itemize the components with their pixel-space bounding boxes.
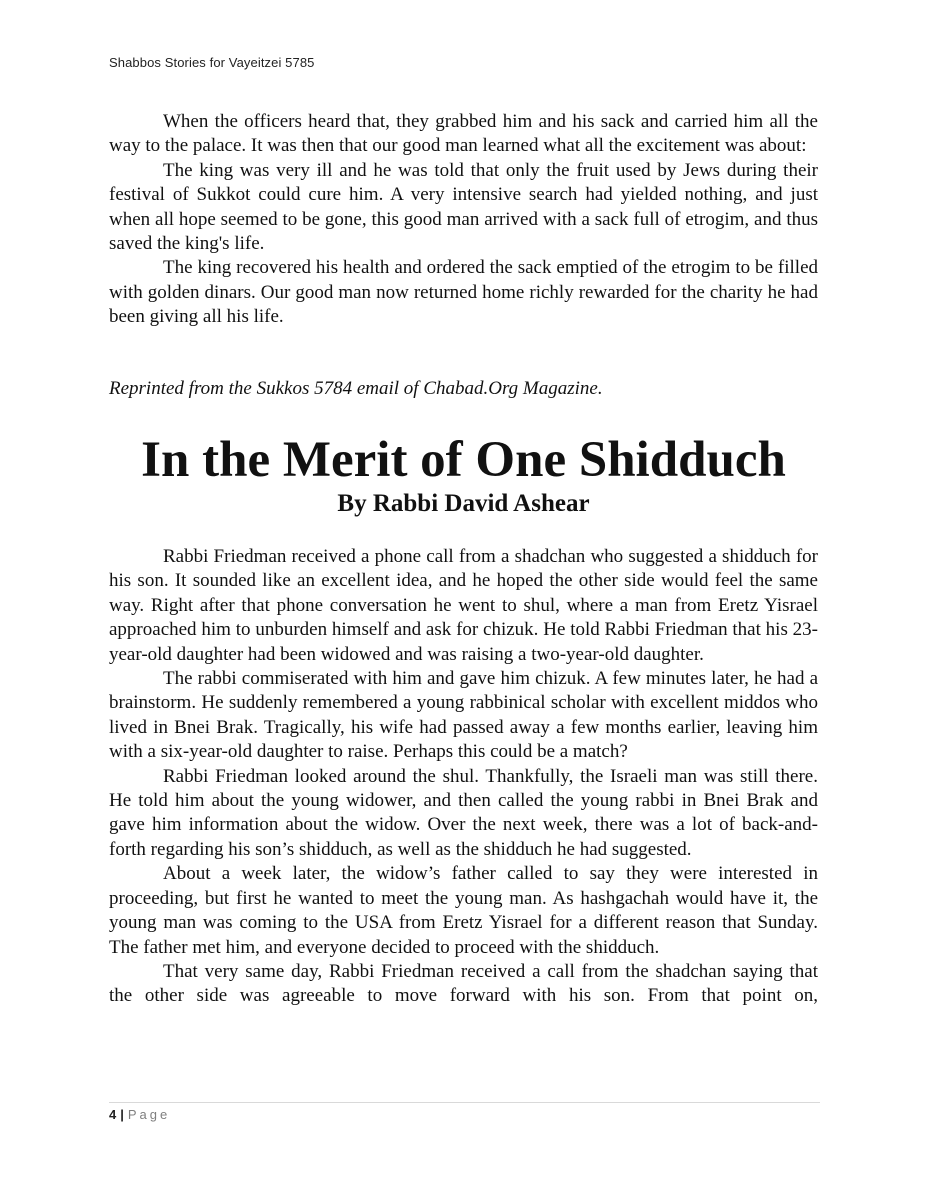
footer-separator: | (120, 1107, 124, 1122)
story-byline: By Rabbi David Ashear (337, 490, 590, 517)
page-number: 4 (109, 1107, 117, 1122)
running-header: Shabbos Stories for Vayeitzei 5785 (109, 55, 315, 70)
story-continuation (109, 110, 818, 330)
paragraph: About a week later, the widow’s father called to say they were interested in proceeding, but first he wanted to meet the young man. As hashgachah would have it, the young man was coming to the USA from Eretz Yisrael for a different reason that Sunday. The father met him, and everyone decided to proceed with the shidduch. (109, 863, 818, 958)
page-footer (109, 1107, 170, 1122)
story-title: In the Merit of One Shidduch (141, 432, 786, 488)
paragraph: That very same day, Rabbi Friedman received a call from the shadchan saying that the other side was agreeable to move forward with his son. From that point on, (109, 960, 818, 1007)
paragraph: Rabbi Friedman received a phone call from a shadchan who suggested a shidduch for his son. It sounded like an excellent idea, and he hoped the other side would feel the same way. Right after that phone conversation he went to shul, where a man from Eretz Yisrael approached him to unburden himself and ask for chizuk. He told Rabbi Friedman that his 23-year-old daughter had been widowed and was raising a two-year-old daughter. (109, 546, 818, 665)
paragraph: The king was very ill and he was told that only the fruit used by Jews during their festival of Sukkot could cure him. A very intensive search had yielded nothing, and just when all hope seemed to be gone, this good man arrived with a sack full of etrogim, and thus saved the king's life. (109, 159, 818, 255)
paragraph: When the officers heard that, they grabbed him and his sack and carried him all the way to the palace. It was then that our good man learned what all the excitement was about: (109, 111, 818, 157)
page-label: Page (127, 1107, 171, 1122)
footer-divider (109, 1102, 820, 1103)
paragraph: Rabbi Friedman looked around the shul. Thankfully, the Israeli man was still there. He told him about the young widower, and then called the young rabbi in Bnei Brak and gave him information about the widow. Over the next week, there was a lot of back-and-forth regarding his son’s shidduch, as well as the shidduch he had suggested. (109, 765, 818, 860)
source-credit: Reprinted from the Sukkos 5784 email of Chabad.Org Magazine. (109, 378, 603, 399)
paragraph: The rabbi commiserated with him and gave him chizuk. A few minutes later, he had a brainstorm. He suddenly remembered a young rabbinical scholar with excellent middos who lived in Bnei Brak. Tragically, his wife had passed away a few months earlier, leaving him with a six-year-old daughter to raise. Perhaps this could be a match? (109, 668, 818, 763)
story-body (109, 545, 818, 1009)
paragraph: The king recovered his health and ordered the sack emptied of the etrogim to be filled with golden dinars. Our good man now returned home richly rewarded for the charity he had been giving all his life. (109, 257, 818, 328)
